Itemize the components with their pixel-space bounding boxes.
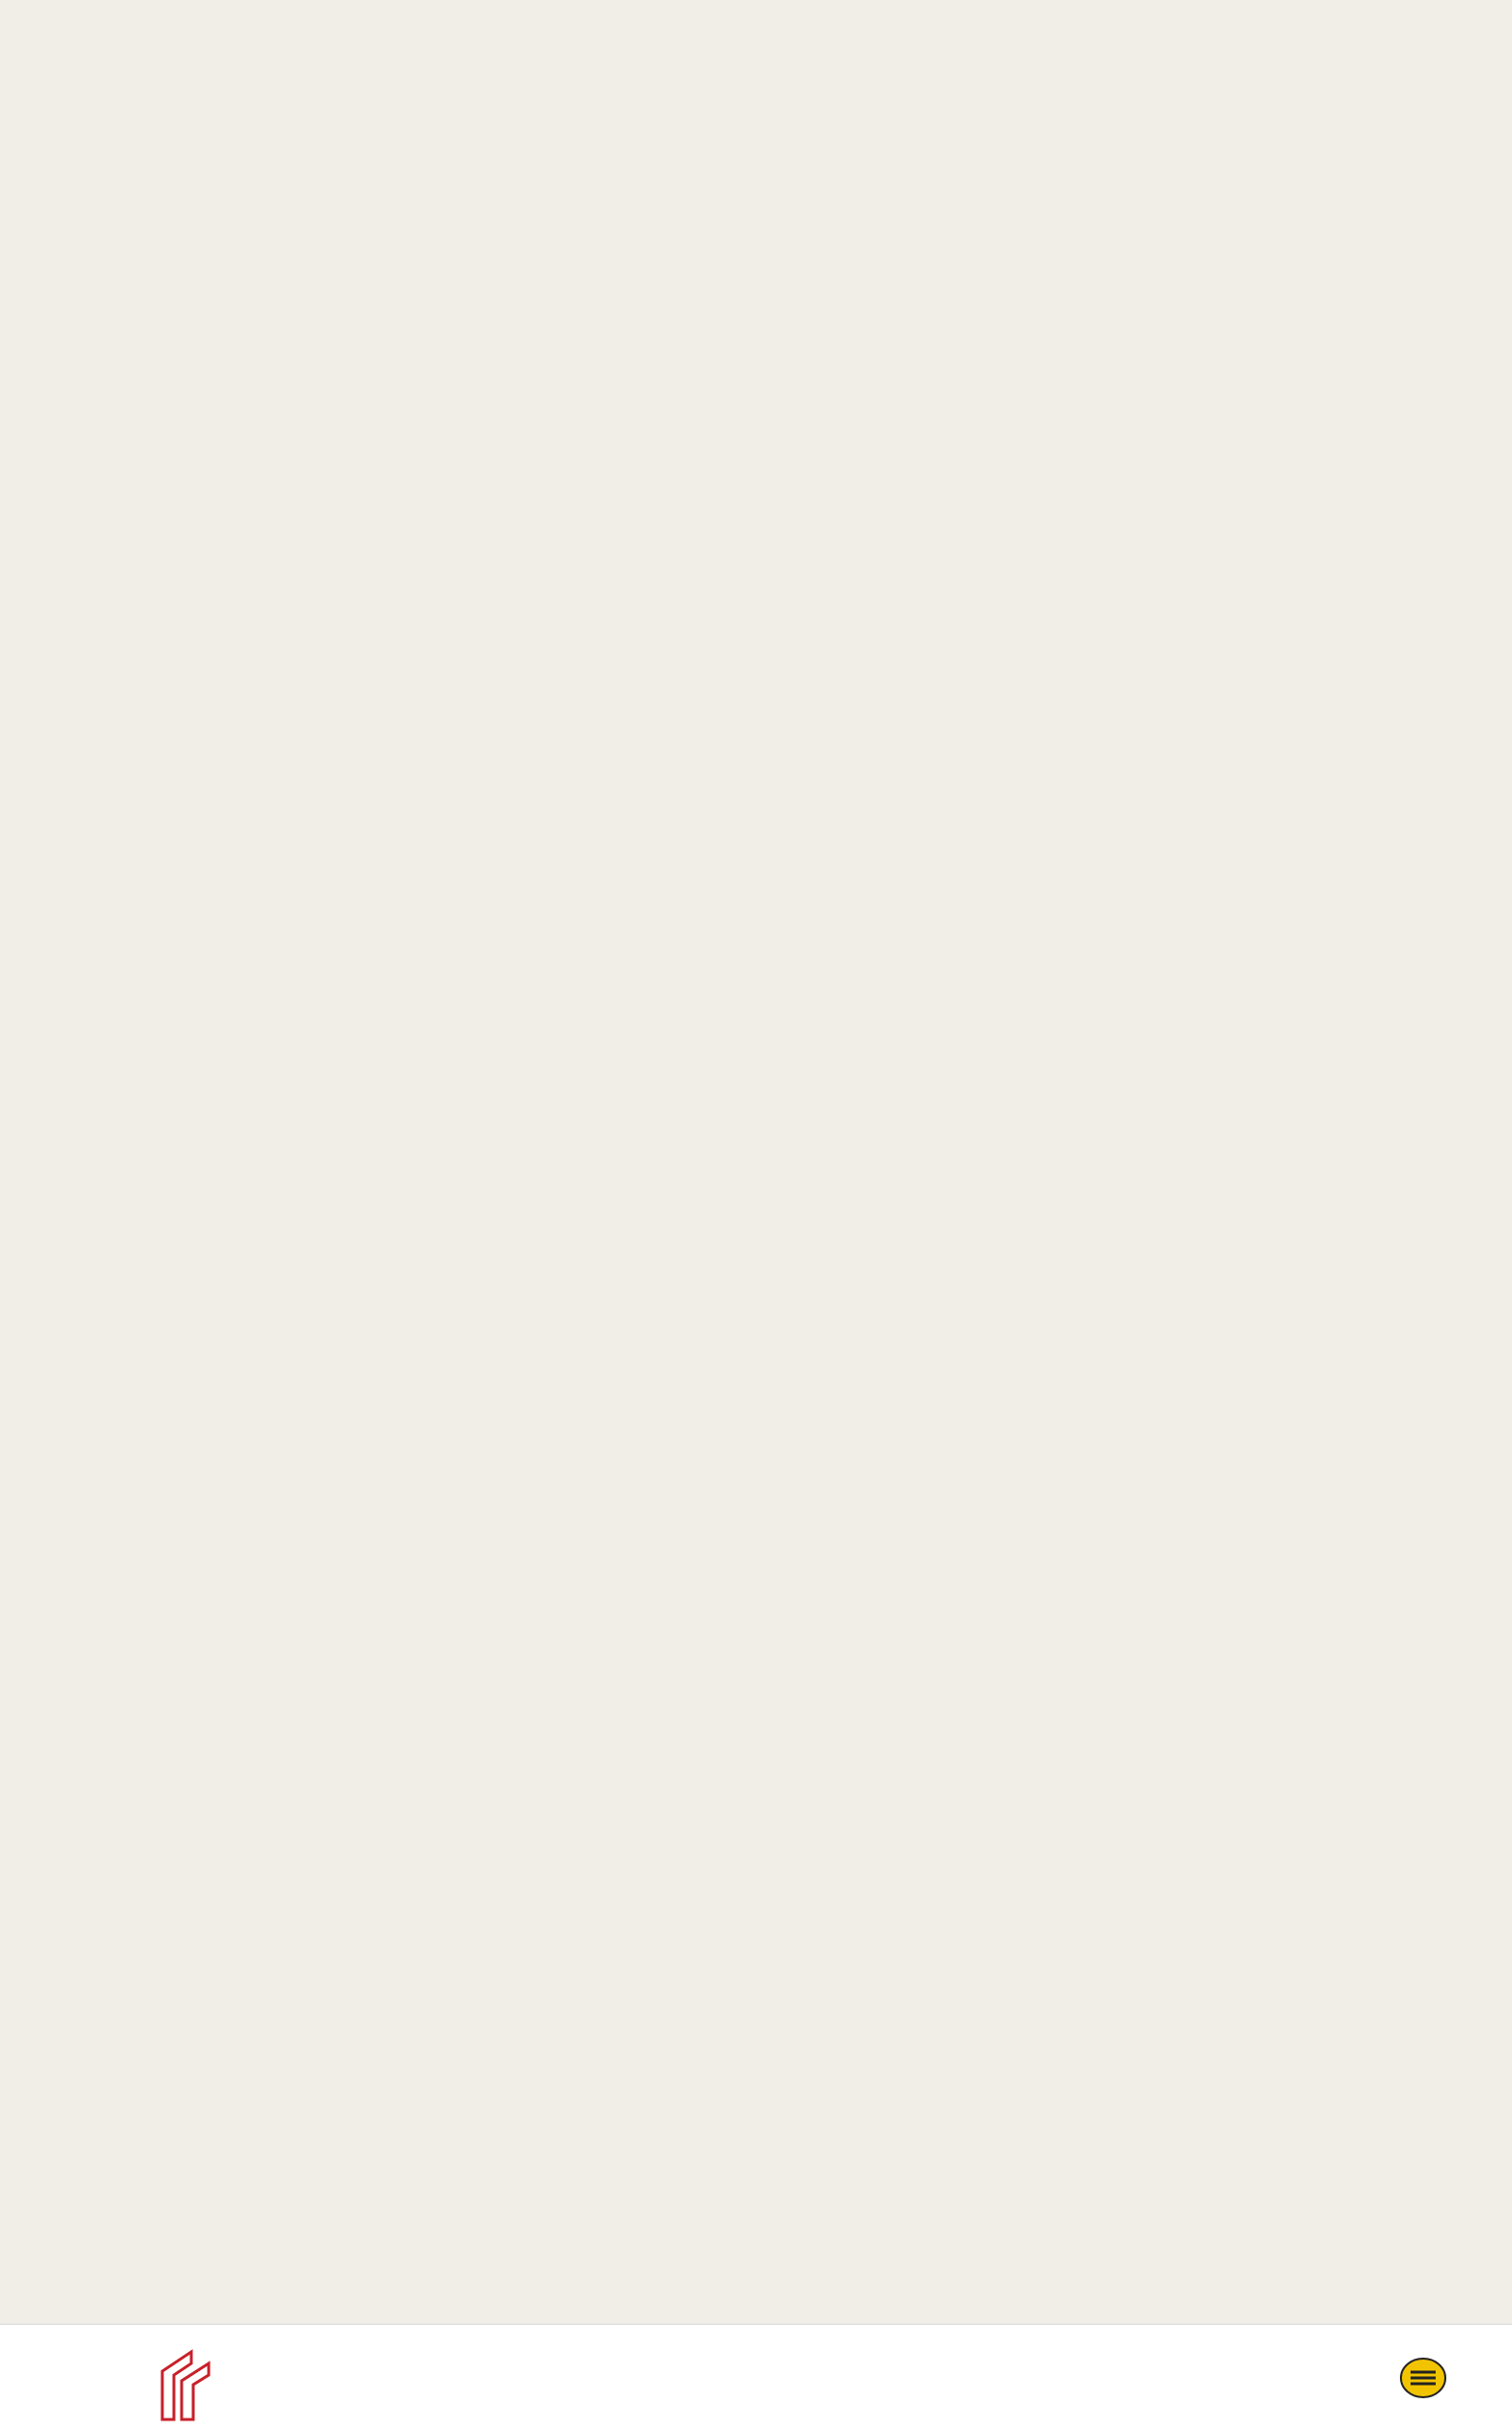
catalogue-text bbox=[179, 236, 1266, 271]
page-header bbox=[179, 170, 1266, 213]
sponsor-block bbox=[1346, 2333, 1500, 2375]
state-coat-of-arms-icon bbox=[1399, 2356, 1447, 2400]
library-emblem-icon bbox=[153, 2344, 220, 2421]
library-logo bbox=[19, 2344, 222, 2421]
footer-bar bbox=[0, 2324, 1512, 2433]
